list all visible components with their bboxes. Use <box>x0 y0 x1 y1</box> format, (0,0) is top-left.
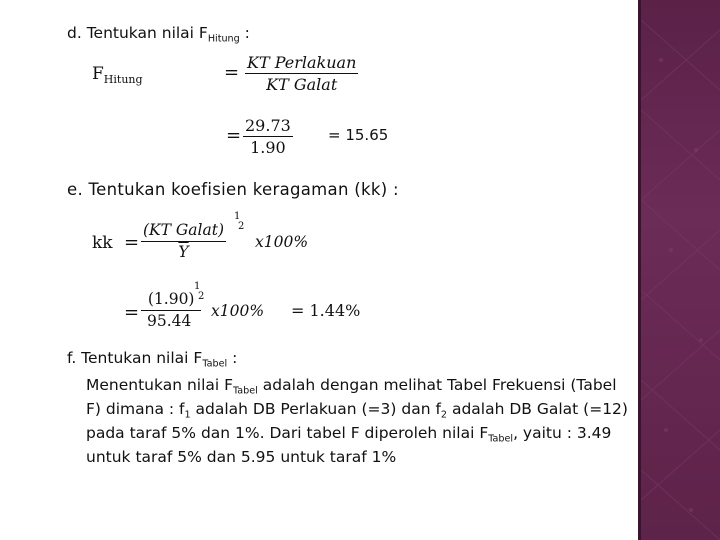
y-bar-symbol: $\overline{Y}$ <box>178 243 189 261</box>
fraction-kk-value-den: 95.44 <box>141 310 201 332</box>
heading-d-sub: Hitung <box>207 33 240 45</box>
para-d-sub: Tabel <box>488 433 514 445</box>
heading-d-text: d. Tentukan nilai F <box>67 24 208 42</box>
fraction-kk-value <box>141 289 201 332</box>
fraction-kk-formula <box>141 220 226 263</box>
kk-label: kk <box>92 233 113 253</box>
kk-formula-tail: x100% <box>255 233 309 251</box>
fraction-value-den: 1.90 <box>243 136 293 158</box>
f-hitung-result: = 15.65 <box>328 126 389 144</box>
fraction-value-num: 29.73 <box>245 116 291 135</box>
fraction-kt-den: KT Galat <box>245 73 358 95</box>
exponent-half-2-bottom: 2 <box>198 291 205 302</box>
f-hitung-sub: Hitung <box>103 72 143 86</box>
para-b-sub: 1 <box>184 409 191 421</box>
equals-sign-4: = <box>124 302 140 323</box>
kk-value-tail: x100% <box>211 302 265 320</box>
equals-sign-1: = <box>224 62 240 83</box>
exponent-half-1 <box>234 212 244 232</box>
para-c: adalah DB Perlakuan (=3) dan f <box>190 400 441 418</box>
para-a-sub: Tabel <box>233 385 258 397</box>
kk-result: = 1.44% <box>291 301 361 320</box>
exponent-half-1-top: 1 <box>234 211 241 222</box>
para-b: adalah dengan melihat Tabel Frekuensi (Tabel F) dimana : f <box>86 376 617 418</box>
exponent-half-2-top: 1 <box>194 281 201 292</box>
f-hitung-label <box>92 64 143 84</box>
exponent-half-2 <box>194 282 204 302</box>
heading-f-tail: : <box>227 349 238 367</box>
exponent-half-1-bottom: 2 <box>238 221 245 232</box>
heading-d <box>67 24 250 45</box>
f-tabel-paragraph <box>86 373 631 469</box>
para-a: Menentukan nilai F <box>86 376 234 394</box>
heading-d-tail: : <box>239 24 250 42</box>
side-panel-decoration <box>641 0 720 540</box>
heading-f-text: f. Tentukan nilai F <box>67 349 203 367</box>
fraction-kk-den <box>141 241 226 263</box>
heading-e: e. Tentukan koefisien keragaman (kk) : <box>67 180 399 199</box>
fraction-kk-num: (KT Galat) <box>143 221 224 239</box>
f-hitung-letter: F <box>92 64 104 84</box>
fraction-kt-num: KT Perlakuan <box>247 53 357 72</box>
heading-f-sub: Tabel <box>202 358 228 370</box>
equals-sign-2: = <box>226 125 242 146</box>
side-panel-pattern <box>641 0 720 540</box>
para-c-sub: 2 <box>440 409 448 421</box>
fraction-kt-ratio <box>245 52 358 95</box>
para-e: , yaitu : 3.49 untuk taraf 5% dan 5.95 untuk taraf 1% <box>86 424 612 466</box>
equals-sign-3: = <box>124 232 140 253</box>
fraction-value <box>243 115 293 158</box>
para-d: adalah DB Galat (=12) pada taraf 5% dan 1%. Dari tabel F diperoleh nilai F <box>86 400 628 442</box>
heading-f <box>67 349 238 370</box>
fraction-kk-value-num: (1.90) <box>147 290 195 308</box>
